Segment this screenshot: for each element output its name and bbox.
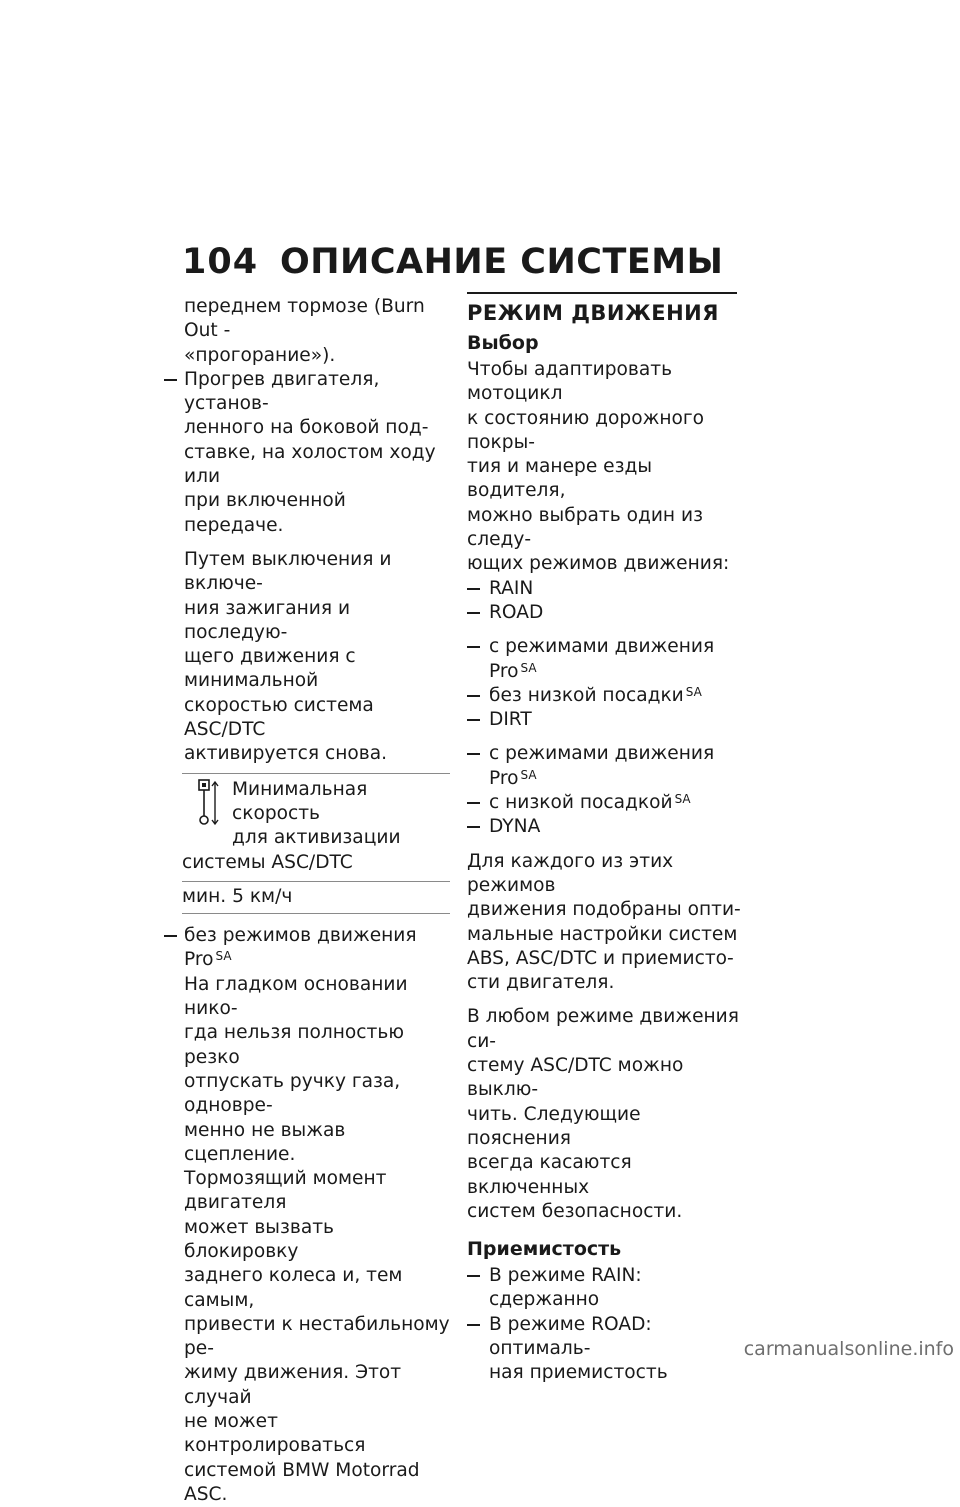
left-column [162,295,450,1507]
list-item: DYNA [467,815,745,839]
list-item: В режиме RAIN: сдержанно [467,1264,745,1313]
paragraph: Для каждого из этих режимов движения подобраны опти- мальные настройки систем ABS, ASC/DTC и приемисто- сти двигателя. [467,850,741,994]
info-box-label: Минимальная скорость [232,778,368,824]
list-item: без режимов движения Pro $^{SA}$ [162,924,450,973]
right-column [467,292,745,1386]
sa-marker: SA [674,792,691,807]
section-divider [467,292,737,294]
info-box-value: мин. 5 км/ч [182,881,450,913]
paragraph: Путем выключения и включе- ния зажигания и последую- щего движения с минимальной скоростью система ASC/DTC активируется снова. [184,548,392,765]
sa-marker: SA [685,684,702,699]
info-box-header: Минимальная скорость для активизации системы ASC/DTC [182,774,450,881]
subsection-title: Приемистость [467,1238,622,1261]
watermark: carmanualsonline.info [743,1338,954,1360]
paragraph: На гладком основании нико- гда нельзя полностью резко отпускать ручку газа, одновре- менно не выжав сцепление. Тормозящий момент двигателя может вызвать блокировку заднего колеса и, тем самым, привести к нестабильному ре- жиму движения. Этот случай не может контролироваться системой BMW Motorrad ASC. [184,973,450,1505]
sa-marker: SA [520,660,537,675]
sa-marker: SA [520,767,537,782]
list-item: В режиме ROAD: оптималь- ная приемистость [467,1313,745,1386]
page-number: 104 [182,242,259,282]
paragraph: В любом режиме движения си- стему ASC/DTC можно выклю- чить. Следующие пояснения всегда касаются включенных систем безопасности. [467,1006,739,1222]
section-title: РЕЖИМ ДВИЖЕНИЯ [467,301,719,325]
list-item: с низкой посадкой $^{SA}$ [467,791,745,815]
sa-marker: SA [215,949,232,964]
list-item: RAIN [467,577,745,601]
list-item: без низкой посадки $^{SA}$ [467,684,745,708]
list-item: Прогрев двигателя, установ- ленного на боковой под- ставке, на холостом ходу или при включенной передаче. [162,368,450,538]
text-line: «прогорание»). [184,344,336,366]
list-item: ROAD [467,601,745,625]
info-box [182,773,450,914]
text-line: переднем тормозе (Burn Out - [184,296,425,342]
list-item: с режимами движения Pro $^{SA}$ [467,635,745,684]
page-header [182,242,742,292]
reading-icon [196,778,222,828]
paragraph: Чтобы адаптировать мотоцикл к состоянию дорожного покры- тия и манере езды водителя, можно выбрать один из следу- ющих режимов движения: [467,359,730,575]
list-item: с режимами движения Pro $^{SA}$ [467,742,745,791]
list-item: DIRT [467,708,745,732]
subsection-title: Выбор [467,332,539,354]
page-title: ОПИСАНИЕ СИСТЕМЫ [280,242,724,282]
